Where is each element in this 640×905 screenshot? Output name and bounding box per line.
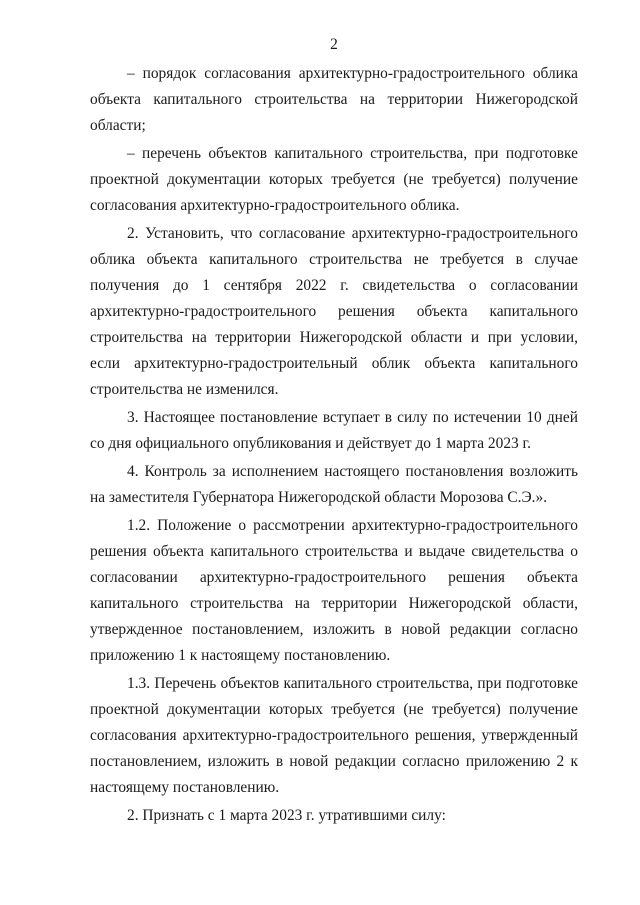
paragraph-item-1-2-regulation: 1.2. Положение о рассмотрении архитектурно-градостроительного решения объекта капитального строительства и выдаче свидетельства о согласовании архитектурно-градостроительного решения объекта капитального строительства на территории Нижегородской области, утвержденное постановлением, изложить в новой редакции согласно приложению 1 к настоящему постановлению. xyxy=(90,517,578,664)
paragraph-approval-procedure: – порядок согласования архитектурно-градостроительного облика объекта капитального строительства на территории Нижегородской области; xyxy=(90,65,578,134)
page-number: 2 xyxy=(330,36,338,53)
paragraph-item-2-repeal: 2. Признать с 1 марта 2023 г. утратившими силу: xyxy=(127,807,446,824)
paragraph-item-1-3-list: 1.3. Перечень объектов капитального строительства, при подготовке проектной документации которых требуется (не требуется) получение согласования архитектурно-градостроительного решения, утвержденный постановлением, изложить в новой редакции согласно приложению 2 к настоящему постановлению. xyxy=(90,675,578,796)
paragraph-objects-list: – перечень объектов капитального строительства, при подготовке проектной документации которых требуется (не требуется) получение согласования архитектурно-градостроительного облика. xyxy=(90,145,578,214)
paragraph-item-2-establish: 2. Установить, что согласование архитектурно-градостроительного облика объекта капитального строительства не требуется в случае получения до 1 сентября 2022 г. свидетельства о согласовании архитектурно-градостроительного решения объекта капитального строительства на территории Нижегородской области и при условии, если архитектурно-градостроительный облик объекта капитального строительства не изменился. xyxy=(90,225,578,398)
document-page xyxy=(90,34,578,829)
paragraph-item-3-effective-date: 3. Настоящее постановление вступает в силу по истечении 10 дней со дня официального опубликования и действует до 1 марта 2023 г. xyxy=(90,409,578,452)
paragraph-item-4-control: 4. Контроль за исполнением настоящего постановления возложить на заместителя Губернатора Нижегородской области Морозова С.Э.». xyxy=(90,463,578,506)
